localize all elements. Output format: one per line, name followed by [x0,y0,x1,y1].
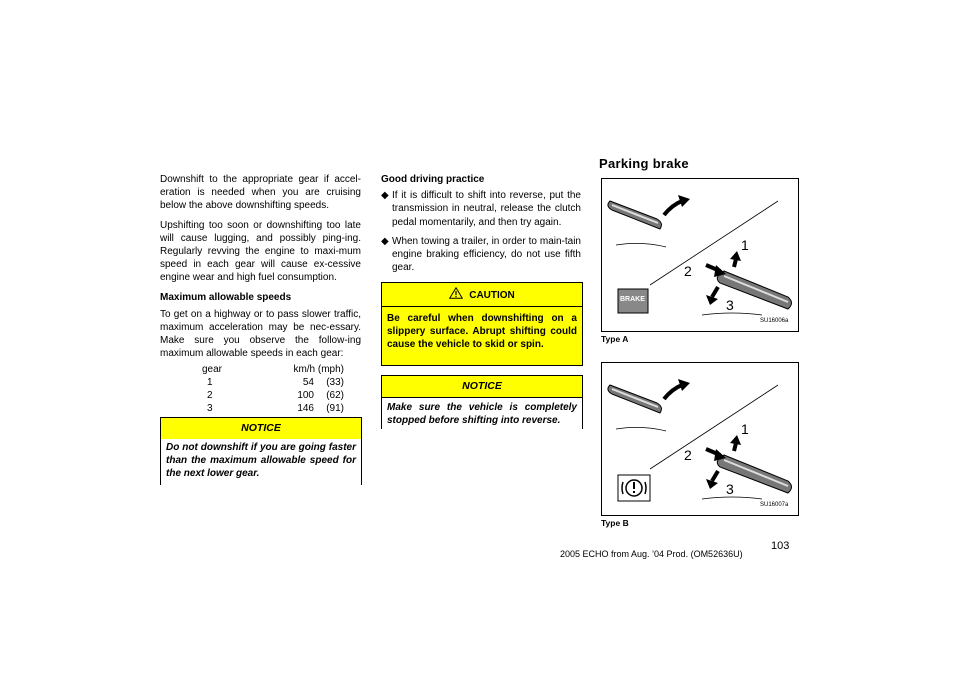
figure-code: SU16006a [760,318,789,324]
caution-header [382,283,582,307]
upper-lever-icon [608,201,662,229]
page-number: 103 [771,540,790,552]
gear-cell: 2 [207,390,213,402]
bullet-text: When towing a trailer, in order to main-tain engine braking efficiency, do not use fifth gear. [392,235,581,274]
notice-text: Do not downshift if you are going faster than the maximum allowable speed for the next lower gear. [161,439,361,487]
speed-table [202,363,344,416]
figure-type-a [601,178,799,332]
section-title: Parking brake [599,156,689,171]
footer-text: 2005 ECHO from Aug. ’04 Prod. (OM52636U) [560,549,743,559]
gear-cell: 3 [207,403,213,415]
brake-label: BRAKE [620,296,645,303]
paragraph-highway: To get on a highway or to pass slower traffic, maximum acceleration may be nec-essary. Make sure you observe the follow-ing maximum allowable speeds in each gear: [160,308,361,360]
table-row [202,402,344,415]
table-row [202,376,344,389]
notice-title: NOTICE [382,376,582,398]
figure-type-b [601,362,799,516]
parking-brake-lever-illustration [602,363,798,515]
mph-cell: (91) [326,403,344,415]
left-column [160,173,361,415]
parking-brake-lever-illustration [602,179,798,331]
col-gear-header: gear [202,363,223,375]
gear-cell: 1 [207,376,213,388]
paragraph-downshift: Downshift to the appropriate gear if accel-eration is needed when you are cruising below the above downshifting speeds. [160,174,361,212]
list-item [381,235,581,275]
brake-warning-icon [618,475,650,501]
notice-box-downshift [160,417,362,485]
kmh-cell: 54 [302,376,314,388]
kmh-cell: 100 [297,390,314,402]
figure-caption: Type B [601,518,629,528]
notice-box-reverse [381,375,583,429]
figure-caption: Type A [601,334,629,344]
callout-2: 2 [684,263,692,279]
notice-text: Make sure the vehicle is completely stopped before shifting into reverse. [382,398,582,433]
upper-lever-icon [608,385,662,413]
notice-title: NOTICE [161,418,361,439]
bullet-icon: ◆ [381,190,389,202]
callout-1: 1 [741,421,749,437]
bullet-icon: ◆ [381,235,389,247]
col-speed-header: km/h (mph) [293,363,344,375]
paragraph-upshifting: Upshifting too soon or downshifting too late will cause lugging, and possibly ping-ing. Regularly revving the engine to maxi-mum speed in each gear will cause ex-cessive engine wear and high fuel consumption. [160,219,361,284]
table-header-row [202,363,344,376]
caution-text: Be careful when downshifting on a slippery surface. Abrupt shifting could cause the vehicle to skid or spin. [387,313,577,351]
middle-column [381,173,581,280]
heading-good-driving: Good driving practice [381,174,485,185]
callout-2: 2 [684,447,692,463]
kmh-cell: 146 [297,403,314,415]
bullet-text: If it is difficult to shift into reverse, put the transmission in neutral, release the clutch pedal momentarily, and then try again. [392,190,581,228]
figure-code: SU16007a [760,502,789,508]
warning-triangle-icon [449,287,463,299]
caution-box [381,282,583,366]
heading-max-speeds: Maximum allowable speeds [160,291,292,303]
callout-3: 3 [726,297,734,313]
mph-cell: (33) [326,376,344,388]
caution-title: CAUTION [469,290,515,301]
callout-1: 1 [741,237,749,253]
list-item [381,189,581,229]
mph-cell: (62) [326,390,344,402]
callout-3: 3 [726,481,734,497]
table-row [202,389,344,402]
